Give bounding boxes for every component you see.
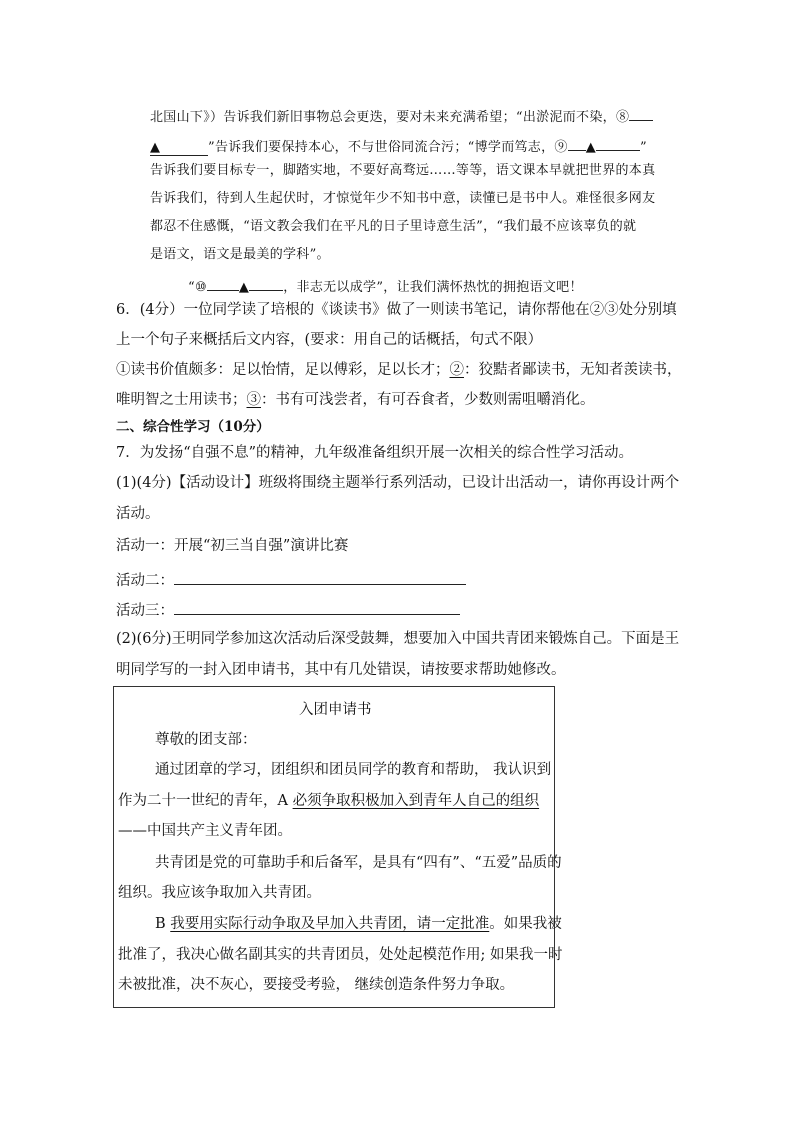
blank-10[interactable] [249, 276, 283, 291]
q7-part2-line-2: 明同学写的一封入团申请书，其中有几处错误，请按要求帮助她修改。 [116, 662, 566, 678]
q6-line-2: 上一个句子来概括后文内容，(要求：用自己的话概括，句式不限） [116, 332, 543, 348]
error-sentence-a[interactable]: 必须争取积极加入到青年人自己的组织 [292, 793, 540, 809]
letter-line-5: 组织。我应该争取加入共青团。 [118, 885, 321, 901]
error-sentence-b[interactable]: 我要用实际行动争取及早加入共青团，请一定批准 [170, 916, 490, 932]
letter-line-3: ——中国共产主义青年团。 [118, 823, 292, 839]
passage-line-2: ▲ ”告诉我们要保持本心，不与世俗同流合污；“博学而笃志，⑨ ▲ ” [150, 136, 647, 156]
q7-part1-line-1: (1)(4分)【活动设计】班级将围绕主题举行系列活动，已设计出活动一，请你再设计两个 [116, 475, 680, 491]
blank-10-part[interactable] [207, 276, 239, 291]
activity-2: 活动二： [116, 570, 466, 589]
blank-9[interactable] [596, 136, 640, 151]
passage-line-4: 告诉我们，待到人生起伏时，才惊觉年少不知书中意，读懂已是书中人。难怪很多网友 [150, 191, 656, 206]
blank-2[interactable]: ② [449, 362, 464, 378]
blank-8-part[interactable] [629, 106, 653, 121]
letter-line-1: 通过团章的学习，团组织和团员同学的教育和帮助， 我认识到 [155, 762, 552, 778]
letter-line-6: B 我要用实际行动争取及早加入共青团，请一定批准。如果我被 [155, 916, 562, 932]
passage-line-1: 北国山下》）告诉我们新旧事物总会更迭，要对未来充满希望；“出淤泥而不染，⑧ [150, 106, 653, 124]
blank-9-part[interactable] [568, 136, 586, 151]
section-2-title: 二、综合性学习（10分） [116, 419, 270, 435]
letter-title: 入团申请书 [299, 702, 372, 718]
letter-line-2: 作为二十一世纪的青年，A 必须争取积极加入到青年人自己的组织 [118, 793, 540, 809]
passage-line-7: “⑩ ▲ ，非志无以成学”，让我们满怀热忱的拥抱语文吧！ [188, 276, 583, 294]
letter-line-7: 批准了，我决心做名副其实的共青团员，处处起模范作用; 如果我一时 [118, 947, 563, 963]
q6-line-4: 唯明智之士用读书；③：书有可浅尝者，有可吞食者，少数则需咀嚼消化。 [116, 392, 595, 408]
activity-3-answer-line[interactable] [174, 600, 460, 615]
passage-line-5: 都忍不住感慨，“语文教会我们在平凡的日子里诗意生活”，“我们最不应该辜负的就 [150, 219, 637, 234]
passage-line-3: 告诉我们要目标专一，脚踏实地，不要好高骛远……等等，语文课本早就把世界的本真 [150, 163, 656, 178]
activity-2-answer-line[interactable] [174, 570, 466, 585]
activity-3: 活动三： [116, 600, 460, 619]
q6-line-1: 6．(4分）一位同学读了培根的《谈读书》做了一则读书笔记，请你帮他在②③处分别填 [116, 302, 677, 318]
q7-part1-line-2: 活动。 [116, 506, 160, 522]
q7-part2-line-1: (2)(6分)王明同学参加这次活动后深受鼓舞，想要加入中国共青团来锻炼自己。下面是王 [116, 631, 680, 647]
blank-8[interactable]: ▲ [150, 141, 208, 156]
q7-intro: 7．为发扬“自强不息”的精神，九年级准备组织开展一次相关的综合性学习活动。 [116, 445, 634, 461]
q6-line-3: ①读书价值颇多：足以怡情，足以傅彩，足以长才；②：狡黠者鄙读书，无知者羡读书， [116, 362, 682, 378]
letter-line-8: 未被批准，决不灰心，要接受考验， 继续创造条件努力争取。 [118, 977, 515, 993]
letter-salutation: 尊敬的团支部： [155, 732, 257, 748]
blank-3[interactable]: ③ [246, 392, 261, 408]
passage-line-6: 是语文，语文是最美的学科”。 [150, 247, 330, 262]
letter-line-4: 共青团是党的可靠助手和后备军，是具有“四有”、“五爱”品质的 [155, 855, 562, 871]
activity-1: 活动一：开展“初三当自强”演讲比赛 [116, 538, 349, 554]
